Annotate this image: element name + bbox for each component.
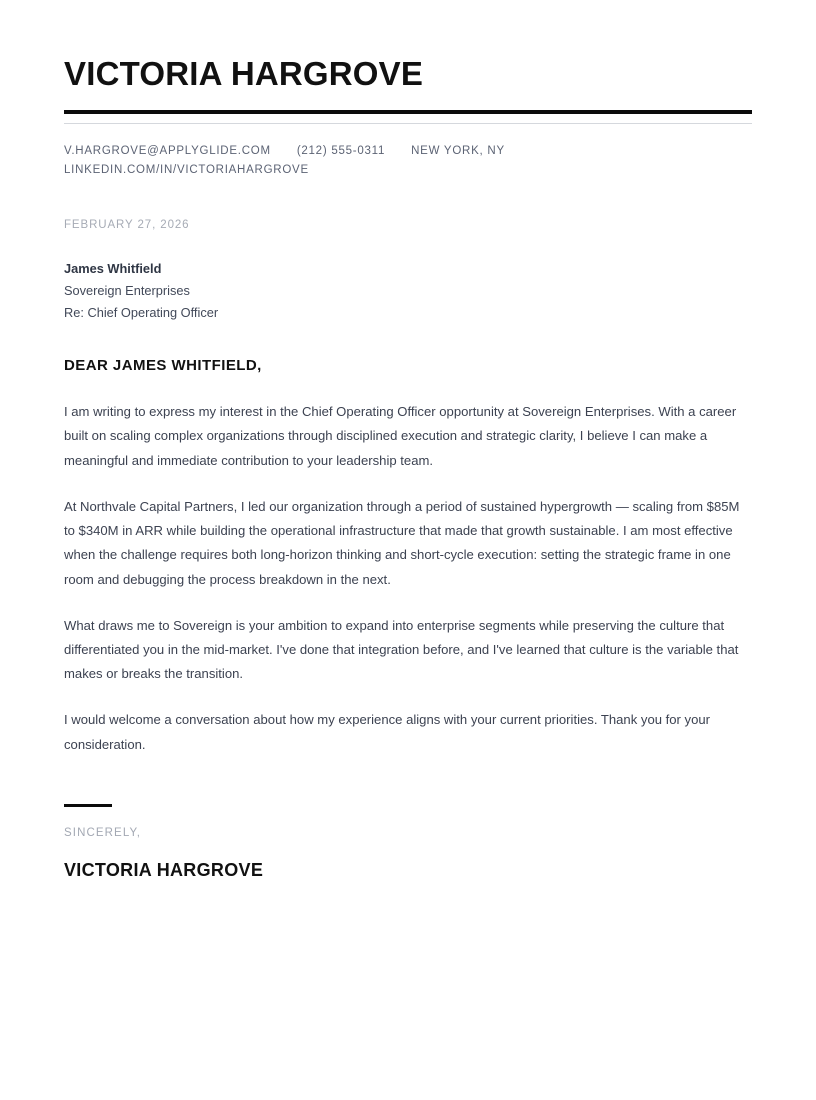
contact-linkedin: LINKEDIN.COM/IN/VICTORIAHARGROVE [64,163,309,176]
contact-email: V.HARGROVE@APPLYGLIDE.COM [64,144,271,157]
signature-name: VICTORIA HARGROVE [64,859,264,880]
header-rule-thin [64,123,752,124]
body-paragraph: What draws me to Sovereign is your ambition to expand into enterprise segments while preserving the culture that differentiated you in the mid-market. I've done that integration before, and I've learned that culture is the variable that makes or breaks the transition. [64,617,739,682]
letter-date: FEBRUARY 27, 2026 [64,219,190,232]
body-paragraph: I am writing to express my interest in the Chief Operating Officer opportunity at Sovereign Enterprises. With a career built on scaling complex organizations through disciplined execution and strategic clarity, I believe I can make a meaningful and immediate contribution to your leadership team. [64,404,737,468]
letter-body [64,400,752,757]
contact-details [64,142,624,179]
body-paragraph: At Northvale Capital Partners, I led our organization through a period of sustained hypergrowth — scaling from $85M to $340M in ARR while building the operational infrastructure that made that growth sustainable. I am most effective when the challenge requires both long-horizon thinking and short-cycle execution: setting the strategic frame in one room and debugging the process breakdown in the next. [64,498,740,587]
letterhead [64,0,752,124]
body-paragraph: I would welcome a conversation about how my experience aligns with your current priorities. Thank you for your consideration. [64,712,711,752]
signature-block [64,804,752,881]
recipient-block [64,258,752,324]
recipient-name: James Whitfield [64,261,162,277]
recipient-subject: Re: Chief Operating Officer [64,305,219,321]
salutation: DEAR JAMES WHITFIELD, [64,357,262,375]
contact-location: NEW YORK, NY [411,144,505,157]
recipient-company: Sovereign Enterprises [64,283,190,299]
header-rule-thick [64,110,752,114]
contact-phone: (212) 555-0311 [296,144,386,157]
page-title: VICTORIA HARGROVE [64,55,424,92]
signature-rule [64,804,112,807]
signature-closing: SINCERELY, [64,826,142,839]
